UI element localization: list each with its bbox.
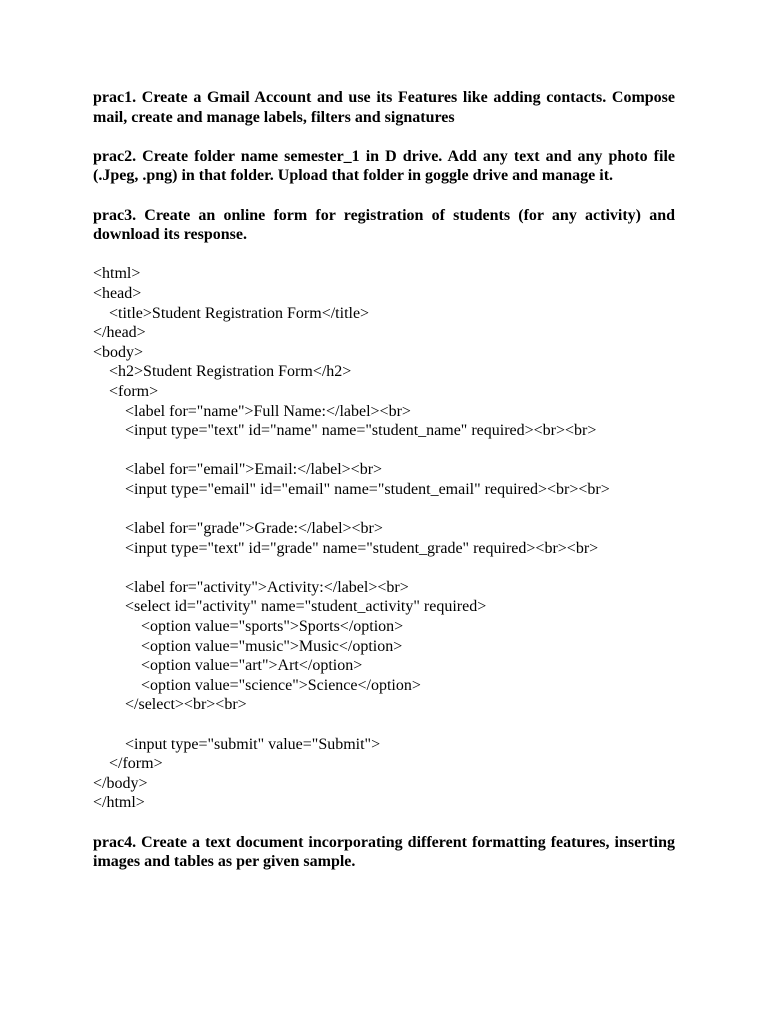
code-line: <label for="grade">Grade:</label><br>	[93, 520, 383, 538]
prac4-paragraph: prac4. Create a text document incorporating different formatting features, inserting images and tables as per given sample.	[93, 833, 675, 871]
code-line: <label for="activity">Activity:</label><br>	[93, 578, 409, 596]
code-line: <option value="science">Science</option>	[93, 676, 421, 694]
code-line: </head>	[93, 324, 146, 342]
code-line	[93, 499, 675, 519]
code-line: <head>	[93, 284, 142, 302]
prac3-paragraph: prac3. Create an online form for registration of students (for any activity) and download its response.	[93, 206, 675, 244]
code-line: <title>Student Registration Form</title>	[93, 304, 370, 322]
code-line: <input type="text" id="grade" name="student_grade" required><br><br>	[93, 539, 599, 557]
code-line: <option value="sports">Sports</option>	[93, 618, 404, 636]
code-line: <input type="text" id="name" name="student_name" required><br><br>	[93, 422, 597, 440]
code-line	[93, 715, 675, 735]
code-line: <label for="name">Full Name:</label><br>	[93, 402, 411, 420]
code-line: <input type="email" id="email" name="student_email" required><br><br>	[93, 480, 610, 498]
code-line: <option value="art">Art</option>	[93, 657, 363, 675]
code-line: <html>	[93, 265, 141, 283]
code-line: </form>	[93, 755, 163, 773]
code-line: <select id="activity" name="student_activity" required>	[93, 598, 487, 616]
prac2-paragraph: prac2. Create folder name semester_1 in D drive. Add any text and any photo file (.Jpeg, .png) in that folder. Upload that folder in goggle drive and manage it.	[93, 147, 675, 185]
code-line: </select><br><br>	[93, 696, 247, 714]
code-line: <option value="music">Music</option>	[93, 637, 403, 655]
code-line: <input type="submit" value="Submit">	[93, 735, 381, 753]
code-line: <h2>Student Registration Form</h2>	[93, 363, 352, 381]
html-code-block	[93, 264, 675, 813]
code-line	[93, 558, 675, 578]
code-line: </body>	[93, 774, 148, 792]
code-line: </html>	[93, 794, 145, 812]
code-line: <form>	[93, 382, 159, 400]
document-page	[93, 88, 675, 872]
code-line	[93, 441, 675, 461]
prac1-paragraph: prac1. Create a Gmail Account and use its Features like adding contacts. Compose mail, create and manage labels, filters and signatures	[93, 89, 675, 126]
code-line: <body>	[93, 343, 144, 361]
code-line: <label for="email">Email:</label><br>	[93, 461, 383, 479]
